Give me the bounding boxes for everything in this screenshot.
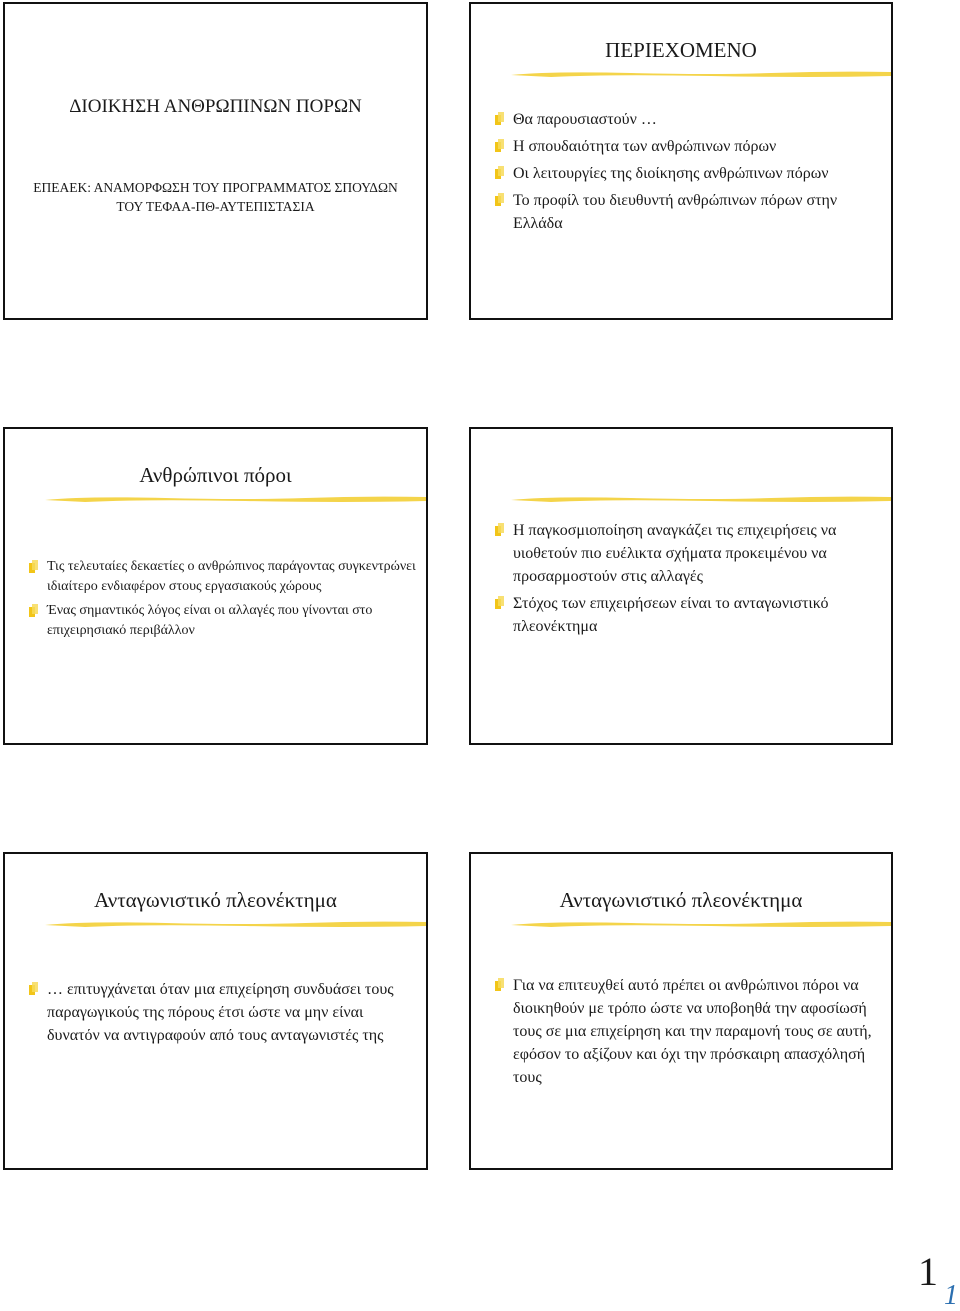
bullet-icon bbox=[495, 115, 501, 125]
bullet-icon bbox=[29, 985, 35, 995]
list-item: Οι λειτουργίες της διοίκησης ανθρώπινων πόρων bbox=[493, 162, 881, 185]
list-item: Ένας σημαντικός λόγος είναι οι αλλαγές που γίνονται στο επιχειρησιακό περιβάλλον bbox=[27, 601, 416, 641]
title-underline bbox=[511, 495, 891, 503]
list-item: Τις τελευταίες δεκαετίες ο ανθρώπινος παράγοντας συγκεντρώνει ιδιαίτερο ενδιαφέρον στους εργασιακούς χώρους bbox=[27, 557, 416, 597]
list-item: Η σπουδαιότητα των ανθρώπινων πόρων bbox=[493, 135, 881, 158]
slide-4 bbox=[469, 427, 893, 745]
slide-1 bbox=[3, 2, 428, 320]
bullet-list bbox=[493, 974, 881, 1089]
bullet-icon bbox=[495, 599, 501, 609]
bullet-icon bbox=[495, 169, 501, 179]
list-item: Για να επιτευχθεί αυτό πρέπει οι ανθρώπινοι πόροι να διοικηθούν με τρόπο ώστε να υποβοηθά την αφοσίωσή τους σε μια επιχείρηση και την παραμονή τους σε αυτή, εφόσον το αξίζουν και όχι την πρόσκαιρη απασχόλησή τους bbox=[493, 974, 881, 1089]
list-item: Θα παρουσιαστούν … bbox=[493, 108, 881, 131]
bullet-icon bbox=[495, 981, 501, 991]
bullet-list bbox=[27, 557, 416, 645]
slide-6 bbox=[469, 852, 893, 1170]
list-item: Η παγκοσμιοποίηση αναγκάζει τις επιχειρήσεις να υιοθετούν πιο ευέλικτα σχήματα προκειμένου να προσαρμοστούν στις αλλαγές bbox=[493, 519, 881, 588]
slide-title: ΠΕΡΙΕΧΟΜΕΝΟ bbox=[605, 38, 757, 62]
subtitle-line: ΕΠΕΑΕΚ: ΑΝΑΜΟΡΦΩΣΗ ΤΟΥ ΠΡΟΓΡΑΜΜΑΤΟΣ ΣΠΟΥΔΩΝ bbox=[33, 180, 398, 195]
slide-title: Ανθρώπινοι πόροι bbox=[139, 463, 292, 487]
bullet-icon bbox=[29, 607, 35, 617]
slide-title: Ανταγωνιστικό πλεονέκτημα bbox=[94, 888, 337, 912]
subtitle-line: ΤΟΥ ΤΕΦΑΑ-ΠΘ-ΑΥΤΕΠΙΣΤΑΣΙΑ bbox=[116, 199, 315, 214]
list-item: … επιτυγχάνεται όταν μια επιχείρηση συνδυάσει τους παραγωγικούς της πόρους έτσι ώστε να μην είναι δυνατόν να αντιγραφούν από τους ανταγωνιστές της bbox=[27, 978, 416, 1047]
slide-title: ΔΙΟΙΚΗΣΗ ΑΝΘΡΩΠΙΝΩΝ ΠΟΡΩΝ bbox=[69, 96, 362, 117]
bullet-icon bbox=[495, 526, 501, 536]
page-number: 1 bbox=[918, 1249, 938, 1294]
page-number-italic: 1 bbox=[944, 1280, 958, 1311]
bullet-icon bbox=[29, 563, 35, 573]
slide-3 bbox=[3, 427, 428, 745]
slide-title: Ανταγωνιστικό πλεονέκτημα bbox=[559, 888, 803, 912]
title-underline bbox=[45, 495, 426, 503]
title-underline bbox=[511, 70, 891, 78]
list-item: Στόχος των επιχειρήσεων είναι το ανταγωνιστικό πλεονέκτημα bbox=[493, 592, 881, 638]
slide-2 bbox=[469, 2, 893, 320]
slide-subtitle bbox=[5, 178, 426, 216]
slide-5 bbox=[3, 852, 428, 1170]
list-item: Το προφίλ του διευθυντή ανθρώπινων πόρων στην Ελλάδα bbox=[493, 189, 881, 235]
bullet-icon bbox=[495, 142, 501, 152]
bullet-icon bbox=[495, 196, 501, 206]
title-underline bbox=[45, 920, 426, 928]
bullet-list bbox=[493, 108, 881, 239]
bullet-list bbox=[27, 978, 416, 1047]
bullet-list bbox=[493, 519, 881, 642]
title-underline bbox=[511, 920, 891, 928]
